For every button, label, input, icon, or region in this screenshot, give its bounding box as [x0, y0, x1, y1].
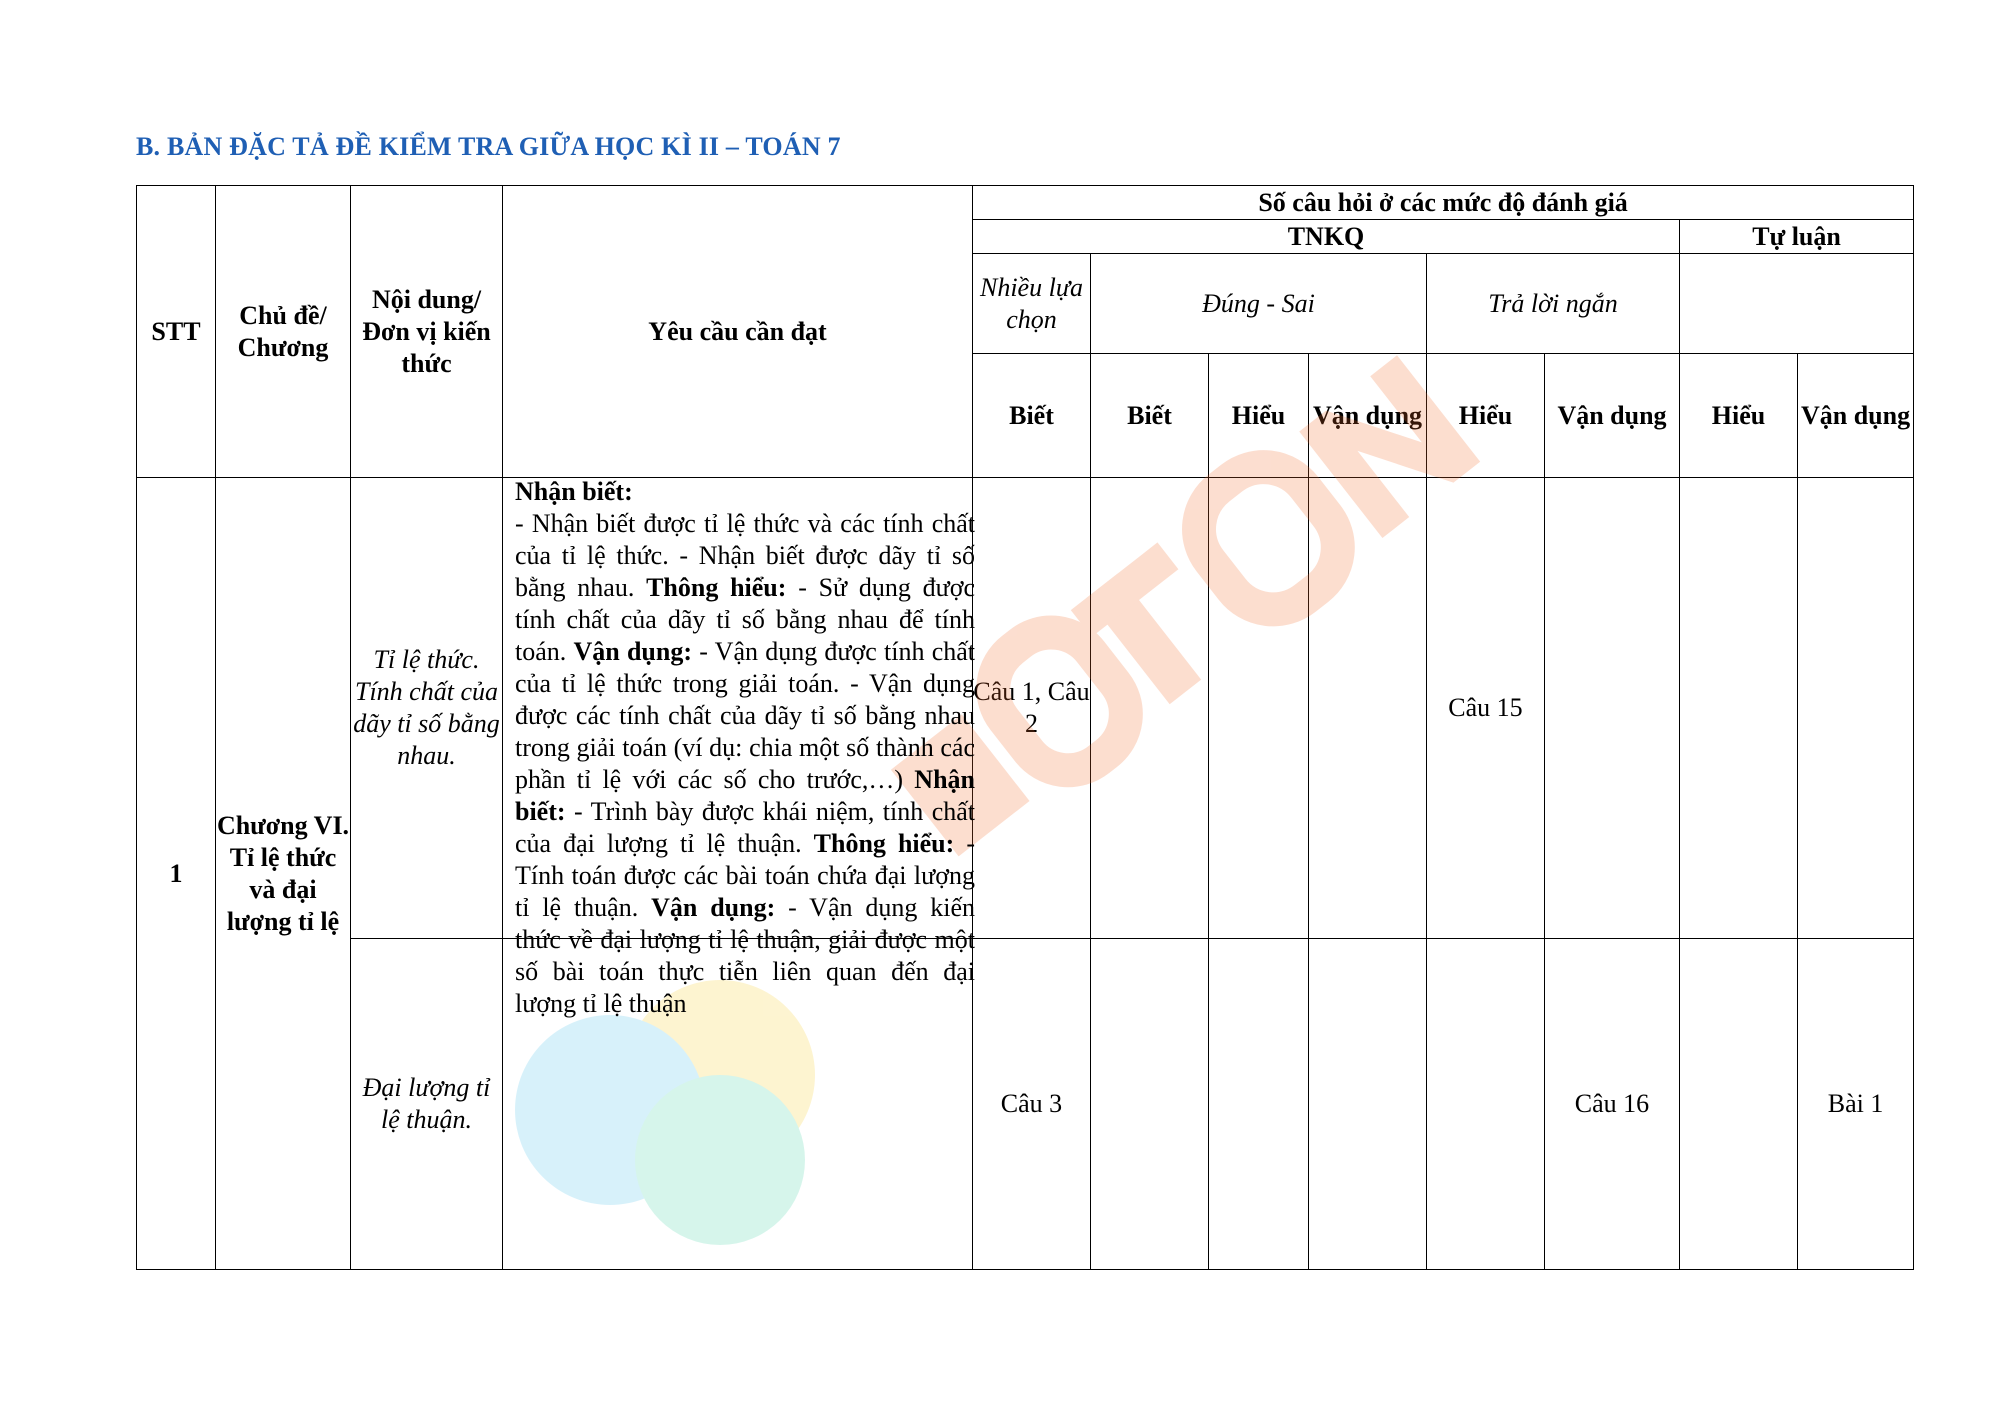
level-hieu-tl: Hiểu	[1680, 354, 1798, 478]
req-th2-text: - Tính toán được các bài toán chứa đại lượng tỉ lệ thuận.	[515, 829, 976, 922]
header-yeu-cau: Yêu cầu cần đạt	[503, 186, 973, 478]
unit-1-cell-ds-van-dung	[1309, 478, 1427, 939]
header-noi-dung: Nội dung/ Đơn vị kiến thức	[351, 186, 503, 478]
req-vd2-text: - Vận dụng kiến thức về đại lượng tỉ lệ thuận, giải được một số bài toán thực tiễn liên quan đến đại lượng tỉ lệ thuận	[515, 893, 976, 1018]
req-nb1-text: - Nhận biết được tỉ lệ thức và các tính chất của tỉ lệ thức. - Nhận biết được dãy tỉ số bằng nhau.	[515, 509, 975, 602]
req-vd1-label: Vận dụng:	[573, 637, 693, 666]
req-th1-text: - Sử dụng được tính chất của dãy tỉ số bằng nhau để tính toán.	[515, 573, 976, 666]
unit-1-cell-tln-hieu: Câu 15	[1427, 478, 1545, 939]
level-van-dung-ds: Vận dụng	[1309, 354, 1427, 478]
requirements-text	[515, 476, 975, 1020]
unit-1-requirements	[503, 477, 976, 1018]
unit-2-cell-ds-biet	[1091, 939, 1209, 1270]
header-nhieu-lua-chon: Nhiều lựa chọn	[973, 254, 1091, 354]
level-van-dung-tl: Vận dụng	[1798, 354, 1914, 478]
req-th2-label: Thông hiểu:	[813, 829, 955, 858]
specification-table	[136, 185, 1914, 1270]
header-tu-luan: Tự luận	[1680, 220, 1914, 254]
unit-2-cell-tln-hieu	[1427, 939, 1545, 1270]
unit-2-cell-mcq-biet: Câu 3	[973, 939, 1091, 1270]
unit-1-cell-mcq-biet: Câu 1, Câu 2	[973, 478, 1091, 939]
header-chu-de: Chủ đề/ Chương	[216, 186, 351, 478]
page-heading: B. BẢN ĐẶC TẢ ĐỀ KIỂM TRA GIỮA HỌC KÌ II – TOÁN 7	[136, 132, 841, 161]
unit-1-cell-ds-biet	[1091, 478, 1209, 939]
unit-2-cell-ds-van-dung	[1309, 939, 1427, 1270]
req-th1-label: Thông hiểu:	[646, 573, 787, 602]
req-nb1-label: Nhận biết:	[515, 477, 633, 506]
req-vd1-text: - Vận dụng được tính chất của tỉ lệ thức trong giải toán. - Vận dụng được các tính chất của dãy tỉ số bằng nhau trong giải toán (ví dụ: chia một số thành các phần tỉ lệ với các số cho trước,…)	[515, 637, 976, 794]
level-hieu-ds: Hiểu	[1209, 354, 1309, 478]
row-chu-de: Chương VI. Tỉ lệ thức và đại lượng tỉ lệ	[216, 478, 351, 1270]
req-nb2-text: - Trình bày được khái niệm, tính chất của đại lượng tỉ lệ thuận.	[515, 797, 975, 858]
unit-1-cell-tln-van-dung	[1545, 478, 1680, 939]
header-dung-sai: Đúng - Sai	[1091, 254, 1427, 354]
unit-1-cell-ds-hieu	[1209, 478, 1309, 939]
unit-1-cell-tl-van-dung	[1798, 478, 1914, 939]
unit-2-noi-dung: Đại lượng tỉ lệ thuận.	[351, 939, 503, 1270]
unit-2-cell-ds-hieu	[1209, 939, 1309, 1270]
level-hieu-tln: Hiểu	[1427, 354, 1545, 478]
level-biet-mcq: Biết	[973, 354, 1091, 478]
header-so-cau-hoi: Số câu hỏi ở các mức độ đánh giá	[973, 186, 1914, 220]
header-tnkq: TNKQ	[973, 220, 1680, 254]
unit-2-cell-tl-hieu	[1680, 939, 1798, 1270]
row-stt: 1	[137, 478, 216, 1270]
header-tra-loi-ngan: Trả lời ngắn	[1427, 254, 1680, 354]
unit-2-cell-tl-van-dung: Bài 1	[1798, 939, 1914, 1270]
req-vd2-label: Vận dụng:	[651, 893, 776, 922]
unit-1-cell-tl-hieu	[1680, 478, 1798, 939]
header-tu-luan-blank	[1680, 254, 1914, 354]
req-nb2-label: Nhận biết:	[515, 765, 975, 826]
header-stt: STT	[137, 186, 216, 478]
level-biet-ds: Biết	[1091, 354, 1209, 478]
unit-2-cell-tln-van-dung: Câu 16	[1545, 939, 1680, 1270]
level-van-dung-tln: Vận dụng	[1545, 354, 1680, 478]
unit-1-noi-dung: Tỉ lệ thức. Tính chất của dãy tỉ số bằng nhau.	[351, 478, 503, 939]
